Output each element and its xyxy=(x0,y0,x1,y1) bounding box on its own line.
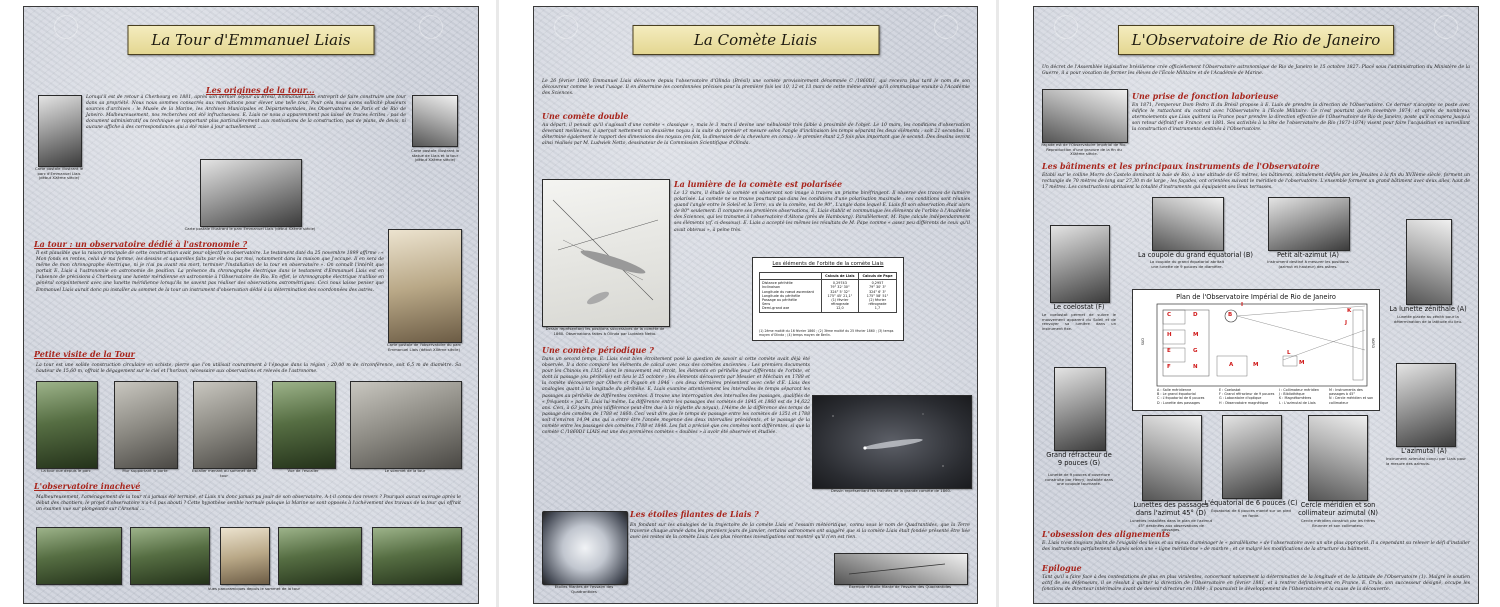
photo-staircase-view xyxy=(272,381,336,469)
photo-coelostat xyxy=(1050,225,1110,303)
photo-azimutal xyxy=(1396,363,1456,447)
plan-letter: M xyxy=(1299,360,1305,366)
photo-panorama-3 xyxy=(220,527,270,585)
decorative-ornament xyxy=(554,15,578,39)
photo-observatory-postcard xyxy=(388,229,462,343)
table-row xyxy=(760,280,897,312)
instrument-label: Grand réfracteur de 9 pouces (G) xyxy=(1046,451,1112,467)
photo-equatorial-6-pouces xyxy=(1222,415,1282,499)
page-divider xyxy=(496,0,499,607)
photo-caption: Instrument destiné à mesurer les positions (azimut et hauteur) des astres. xyxy=(1267,259,1349,269)
photo-observatory-facade xyxy=(1042,89,1128,143)
photo-park-postcard xyxy=(200,159,302,227)
photo-caption: Carte postale illustrant le parc d'Emmanuel Liais (début XXème siècle) xyxy=(34,166,84,181)
poster-title: La Comète Liais xyxy=(632,25,879,55)
table-cell: 0,29743 79° 32' 30" 324° 5' 32" 175° 45' 21,1" (1) février rétrograde 12,0 xyxy=(821,280,858,312)
section-heading: Petite visite de la Tour xyxy=(34,349,135,359)
decorative-ornament xyxy=(1434,15,1458,39)
plan-orientation-south: SUD xyxy=(1141,338,1145,346)
decorative-ornament xyxy=(1054,15,1078,39)
photo-panorama-5 xyxy=(372,527,462,585)
photo-caption: Carte postale illustrant la statue de Liais et la tour (début XXème siècle) xyxy=(410,148,460,163)
plan-letter: I xyxy=(1241,302,1244,308)
section-heading: La lumière de la comète est polarisée xyxy=(674,179,843,189)
table-header-row xyxy=(760,273,897,280)
section-heading: L'obsession des alignements xyxy=(1042,529,1170,539)
table-header: Calculs de Liais xyxy=(821,273,858,280)
intro-text: Un décret de l'Assemblée législative brésilienne crée officiellement l'Observatoire astronomique de Rio de Janeiro le 15 octobre 1827. Placé sous l'administration du Ministère de la Guerre, il a pour vocation de former les élèves de l'École Militaire et de l'Académie de Marine. xyxy=(1042,65,1470,77)
photo-panorama-1 xyxy=(36,527,122,585)
photo-coupole-equatorial xyxy=(1152,197,1224,251)
photo-caption: Le sommet de la tour xyxy=(384,468,426,473)
photo-panorama-2 xyxy=(130,527,210,585)
photo-stairs xyxy=(193,381,257,469)
poster-comete-liais xyxy=(533,6,978,604)
photo-caption: Dessin représentant les traînées de la grande comète de 1860. xyxy=(830,488,952,493)
plan-letter: K xyxy=(1347,308,1352,314)
photo-caption: Lunettes installées dans le plan de l'azimut 45° destinées aux observations de passages. xyxy=(1129,518,1213,533)
instrument-label: La coupole du grand équatorial (B) xyxy=(1138,251,1253,259)
photo-petit-alt-azimut xyxy=(1268,197,1350,251)
section-heading: L'observatoire inachevé xyxy=(34,481,141,491)
photo-caption: Équatorial de 6 pouces monté sur un pied en fonte. xyxy=(1211,508,1291,518)
instrument-label: L'azimutal (A) xyxy=(1401,447,1447,455)
plan-letter: E xyxy=(1167,348,1171,354)
section-heading: Epilogue xyxy=(1042,563,1082,573)
instrument-label: Petit alt-azimut (A) xyxy=(1276,251,1339,259)
page-divider xyxy=(996,0,999,607)
section-text: Tant qu'il a faire face à des contestations de plus en plus virulentes, concernant notamment la détermination de la longitude et de la latitude de l'Observatoire (1). Malgré le soutien actif de ses défenseurs, il se résolut à quitter la direction de l'Observatoire en février 1881, et à rentrer définitivement en France. E. Cruls, son successeur désigné, occupe les fonctions de directeur intérimaire avant de devenir directeur en 1884 ; il poursuivit le développement de l'Observatoire et la cause de la découverte. xyxy=(1042,575,1470,593)
photo-caption: Instrument azimutal conçu par Liais pour la mesure des azimuts. xyxy=(1386,456,1466,466)
instrument-label: Cercle méridien et son collimateur azimutal (N) xyxy=(1298,501,1378,517)
plan-letter: D xyxy=(1193,312,1198,318)
photo-lunette-zenithale xyxy=(1406,219,1452,305)
photo-caption: Escalier menant au sommet de la tour xyxy=(192,468,256,478)
plan-legend: M : Instruments des passages à 45° N : Cercle méridien et son collimateur xyxy=(1329,388,1374,405)
poster-observatoire-rio xyxy=(1033,6,1479,604)
section-text: E. Liais n'est toujours plaint de l'exiguïté des lieux et au mieux d'aménager le « parallélisme » de l'observatoire avec un site plus approprié. Il a cependant su relever le défi d'installer des instruments parfaitement alignés selon une « ligne méridienne » de marbre ; et ce malgré les modifications de la structure du bâtiment. xyxy=(1042,541,1470,553)
section-text: En 1871, l'empereur Dom Pedro II du Brésil propose à E. Liais de prendre la direction de l'Observatoire. Ce dernier n'accepte ce poste avec édifice le rattachant du contrat avec l'Observatoire à l'École Militaire. Ce n'est pourtant qu'en novembre 1874, et après de nombreux atermoiements que Liais quittera la France pour prendre la direction effective de l'Observatoire de Rio de Janeiro, poste qu'il occupera jusqu'à son retour définitif en France, en 1881. Ses activités à la tête de l'observatoire de Rio (1871-1874) visent pour faire l'acquisition en surveillant la construction d'instruments destinés à l'Observatoire. xyxy=(1132,103,1470,133)
plan-letter: M xyxy=(1253,362,1259,368)
photo-tower-postcard xyxy=(38,95,82,167)
section-heading: Les bâtiments et les principaux instruments de l'Observatoire xyxy=(1042,161,1320,171)
photo-caption: Cercle méridien construit par les frères Brunner et son collimateur. xyxy=(1300,518,1376,528)
photo-caption: Lunette de 9 pouces d'ouverture construite par Henry, installée dans une coupole tournante. xyxy=(1044,472,1114,487)
photo-meteor-streak xyxy=(834,553,968,585)
photo-caption: La coupole du grand équatorial abritait une lunette de 9 pouces de diamètre. xyxy=(1149,259,1225,269)
plan-letter: B xyxy=(1228,312,1233,318)
photo-tower-from-park xyxy=(36,381,98,469)
photo-meteor-sky xyxy=(542,511,628,585)
section-heading: Les origines de la tour... xyxy=(206,85,315,95)
section-text: Le 13 mars, il étudie la comète en observant son image à travers un prisme biréfringent. Il observe des traces de lumière polarisée. La comète ne se trouve pourtant pas dans les conditions d'une polarisation maximale : ces conditions sont réunies quand l'angle entre le Soleil et la Terre, vu de la comète, est de 90°. L'angle dans lequel E. Liais fit son observation était alors de 80° seulement. Il compare ses premières observations, E. Liais établit et communique les éléments de l'orbite à l'Académie des Sciences, qui les transmet à l'observatoire d'Altona (près de Hambourg). Parallèlement, M. Pape calcule indépendamment ses éléments (cf. ci-dessous). E. Liais a accepté les mêmes les résultats de M. Pape comme « assez peu différents de ceux qu'il avait obtenus », à peine très. xyxy=(674,191,970,233)
instrument-label: La lunette zénithale (A) xyxy=(1389,305,1467,313)
section-text: Au départ, il pensait qu'il s'agissait d'une comète « classique », mais le 3 mars il devine une nébulosité très faible à proximité de l'objet. Le 10 mars, les conditions d'observation devenant meilleures, il aperçoit nettement un deuxième noyau à la suite du premier et mesure selon l'angle d'inclinaison les temps séparant les deux éléments : soit 21 secondes. Il détermine également le rapport des dimensions des noyaux (en fait, la dimension de la chevelure en coma) : le premier étant 2,5 fois plus important que le second. Des dessins seront ainsi réalisés par M. Ludwiek Netto, dessinateur de la Commission Scientifique d'Olinda. xyxy=(542,123,970,147)
plan-legend: E : Coelostat F : Grand réfracteur de 9 pouces G : Laboratoire d'optique H : Observatoire magnétique xyxy=(1219,388,1275,405)
plan-letter: G xyxy=(1193,348,1198,354)
poster-title: L'Observatoire de Rio de Janeiro xyxy=(1118,25,1394,55)
section-heading: La tour : un observatoire dédié à l'astronomie ? xyxy=(34,239,248,249)
photo-lunettes-passages xyxy=(1142,415,1202,501)
section-text: Il est plausible que la raison principale de cette construction avait pour objectif un observatoire. Le testament daté du 25 novembre 1899 affirme : « Mon fonds en rentes, celui de ma femme, les dessins et aquarelles faits par elle ou par moi, notamment dans la maison que j'occupe. Il en sera de même de mon chronographe électrique, ni je n'ai pu avant ma mort, terminer l'installation de la tour en observatoire ». On connaît l'intérêt que portait E. Liais à l'astronomie en astronomie de position. La présence du chronographe électrique dans le testament d'Emmanuel Liais est en l'absence de précisions à Cherbourg une lunette méridienne en astronomie à l'Observatoire de Rio. En effet, le chronographe électrique n'utilise en général conjointement avec une lunette méridienne lorsqu'ils ne savent pas réaliser des observations astrométriques. Ceci nous laisse penser que Emmanuel Liais aurait donc pu installer au sommet de la tour un instrument d'observation dédié à la détermination des coordonnées des astres. xyxy=(36,251,384,293)
orbit-elements-table xyxy=(752,257,904,341)
plan-title: Plan de l'Observatoire Impérial de Rio de Janeiro xyxy=(1176,293,1336,301)
plan-legend: I : Collimateur méridien J : Bibliothèque K : Magnétomètres L : L'azimutal de Liais xyxy=(1279,388,1320,405)
photo-door-wall xyxy=(114,381,178,469)
plan-letter: H xyxy=(1167,332,1172,338)
decorative-ornament xyxy=(934,15,958,39)
plan-letter: A xyxy=(1229,362,1234,368)
plan-letter: N xyxy=(1193,364,1198,370)
photo-panorama-4 xyxy=(278,527,362,585)
photo-caption: La tour vue depuis le parc xyxy=(41,468,91,473)
plan-letter: L xyxy=(1287,350,1291,356)
photo-caption: Étoiles filantes de l'essaim des Quadrantides xyxy=(554,584,614,594)
photo-caption: Vues panoramiques depuis le sommet de la tour xyxy=(207,586,301,591)
photo-caption: Dessin représentant les positions successives de la comète de 1860. Observations faites à Olinda par Ludwiek Netto. xyxy=(545,326,665,336)
section-text: Dans un second temps, E. Liais s'est bien étroitement posé la question de savoir si cette comète avait déjà été observée. Il a donc comparé les éléments de calcul avec ceux des comètes anciennes : Les premiers documents pour les Chinois en 1351, dont le mouvement est étroit, les éléments en périhélie pour différents de l'orbite, et dont la passage (ou périhélie) est lieu le 25 octobre ; les éléments découverts par Messier et Méchain en 1788 et la comète découverte par Olbers et Pogson en 1846 : ces deux dernières présentent avec celle d'E. Liais des analogies quant à la longitude du périhélie. E. Liais examine attentivement les intervalles de temps séparant les passages au périhélie de différentes comètes. Il trouve une interrogation des intervalles des passages, qualifiés de « fréquents » par E. Liais lui-même. La différence entre les passages des comètes de 1845 et 1860 est de 14,622 ans. Ceci, à 63 jours près (différence peut-être due à la réglette du noyau), 1/4ème de la différence des temps de passage des comètes de 1788 et 1860. Ceci veut dire que le temps de passage entre les comètes de 1351 et 1788 soit d'environ 14,94 ans qui a entre être l'année moyenne des deux intervalles précédents, et le passage de la comète entre les passages des comètes 1788 et 1846. Les fait a précisé que ces comètes sont différentes, si que la comète C /1860D1 LIAIS est une des premières comètes « doubles » à avoir été observée et étudiée. xyxy=(542,357,810,436)
plan-letter: M xyxy=(1193,332,1199,338)
section-heading: Une comète double xyxy=(542,111,629,121)
table-note: (1) 2ème moitié du 16 février 1860 ; (2) 3ème moitié du 25 février 1860 ; (3) temps moyen d'Olinda ; (4) temps moyen de Berlin. xyxy=(759,329,894,337)
plan-letter: J xyxy=(1345,320,1348,326)
photo-caption: Carte postale de l'observatoire du parc Emmanuel Liais (début XXème siècle) xyxy=(386,342,462,352)
section-text: En fondant sur les analogies de la trajectoire de la comète Liais et l'essaim météoritique, connu sous le nom de Quadrantides, que la Terre traverse chaque année dans les premiers jours de janvier, certains astronomes ont suggéré que si la comète Liais était fondée présenté être liée avec les restes de la comète Liais. Les plus récentes investigations ont montré qu'il n'en est rien. xyxy=(630,523,970,541)
photo-caption: Façade est de l'Observatoire Impérial de Rio. Reproduction d'une gravure de la fin du XIXème siècle. xyxy=(1041,142,1127,157)
photo-caption: Mur supportant la porte xyxy=(122,468,168,473)
photo-caption: Le coelostat permet de suivre le mouvement apparent du Soleil et de renvoyer sa lumière dans un instrument fixe. xyxy=(1042,312,1116,331)
plan-legend: A : Salle méridienne B : Le grand équatorial C : L'équatorial de 6 pouces D : Lunette des passages xyxy=(1157,388,1205,405)
photo-statue-postcard xyxy=(412,95,458,147)
table-header xyxy=(760,273,822,280)
section-text: Lorsqu'il est de retour à Cherbourg en 1881, après son dernier séjour au Brésil, Emmanuel Liais entreprit de faire construire une tour dans sa propriété. Nous nous sommes consacrés aux motivations pour élever une telle tour. Pour cela nous avons sollicité plusieurs sources d'archives : le Musée de la Marine, les Archives Municipales et Départementales, les Observatoires de Paris et de Rio de Janeiro. Malheureusement, nos recherches ont été infructueuses. E. Liais ne nous a apparemment pas laissé de traces écrites : pas de document administratif ou technique se rapportant plus particulièrement aux motivations de la construction, pas de plans, de devis, ni aucune affiche à des correspondances qui a été mise à jour actuellement ... xyxy=(86,95,406,131)
poster-tour-liais xyxy=(23,6,479,604)
instrument-label: L'équatorial de 6 pouces (C) xyxy=(1204,499,1298,507)
poster-title: La Tour d'Emmanuel Liais xyxy=(128,25,375,55)
section-text: La tour est une solide construction circulaire en schiste, pierre que l'on utilisait couramment à l'époque dans la région ; 20,00 m de circonférence, soit 6,5 m de diamètre. Sa hauteur de 15,60 m, offrait le dégagement sur le ciel et l'horizon, nécessaire aux observations et relevés de l'astronome. xyxy=(36,363,461,375)
plan-letter: C xyxy=(1167,312,1172,318)
photo-caption: Lunette placée au zénith pour la détermination de la latitude du lieu. xyxy=(1393,314,1463,324)
table-cell: 0,2957 79° 30' 3" 324° 6' 3" 175° 58' 51" (2) février rétrograde 1,7 xyxy=(859,280,897,312)
photo-cercle-meridien xyxy=(1308,415,1368,501)
comet-sketch-icon xyxy=(543,180,669,326)
photo-caption: Vue de l'escalier xyxy=(287,468,319,473)
instrument-label: Le coelostat (F) xyxy=(1053,303,1105,311)
table-header: Calculs de Pape xyxy=(859,273,897,280)
table-title: Les éléments de l'orbite de la comète Liais xyxy=(772,261,884,267)
section-text: Malheureusement, l'aménagement de la tour n'a jamais été terminé, et Liais n'a donc jamais pu jouir de son observatoire. A-t-il connu des revers ? Pourquoi aucun ouvrage après le début des chantiers, le projet d'observatoire n'a-t-il pas abouti ? Cette hypothèse semble normale puisque la Marine se sont opposés à l'achèvement des travaux de la tour qui offrait un examen vue sur plongeante sur l'Arsenal ... xyxy=(36,495,461,513)
section-heading: Une prise de fonction laborieuse xyxy=(1132,91,1279,101)
observatory-plan xyxy=(1132,289,1380,411)
photo-caption: Carte postale illustrant le parc Emmanuel Liais (début XXème siècle) xyxy=(184,226,316,231)
intro-text: Le 26 février 1860, Emmanuel Liais découvre depuis l'observatoire d'Olinda (Brésil) une comète provisoirement dénommée C /1860D1, qui recevra plus tard le nom de son découvreur comme le veut l'usage. Il en détermine les coordonnées précises pour la première fois les 10, 12 et 13 mars de cette même année qu'il communique ensuite à l'Académie des Sciences. xyxy=(542,79,970,97)
photo-caption: Exemple d'étoile filante de l'essaim des Quadrantides xyxy=(848,584,952,589)
photo-grand-refracteur xyxy=(1054,367,1106,451)
plan-orientation-north: NORD xyxy=(1371,338,1376,349)
decorative-ornament xyxy=(54,15,78,39)
table-cell: Distance périhélie Inclinaison Longitude du nœud ascendant Longitude du périhélie Passage au périhélie Sens Demi-grand axe xyxy=(760,280,822,312)
photo-comet-trail xyxy=(812,395,972,489)
comet-photo-icon xyxy=(813,396,971,488)
meteor-streak-icon xyxy=(835,554,967,584)
section-text: Établi sur le colline Morro do Castelo dominant la baie de Rio, à une altitude de 65 mètres, les bâtiments, initialement édifiés par les Jésuites à la fin du XVIIème siècle, forment un rectangle de 70 mètres de long sur 27,30 m de large ; les façades, ont orientées suivant le méridien de l'observatoire. L'ensemble forment un grand bâtiment avec deux ailes, haut de 17 mètres. Les constructions abritaient la totalité d'instruments qui équipaient ses lieux terrasses. xyxy=(1042,173,1470,191)
plan-letter: F xyxy=(1167,364,1171,370)
section-heading: Une comète périodique ? xyxy=(542,345,654,355)
section-heading: Les étoiles filantes de Liais ? xyxy=(630,509,759,519)
orbit-table xyxy=(759,272,897,313)
photo-tower-top xyxy=(350,381,462,469)
decorative-ornament xyxy=(419,15,443,39)
instrument-label: Lunettes des passages dans l'azimut 45° (D) xyxy=(1133,501,1209,517)
photo-comet-drawing xyxy=(542,179,670,327)
